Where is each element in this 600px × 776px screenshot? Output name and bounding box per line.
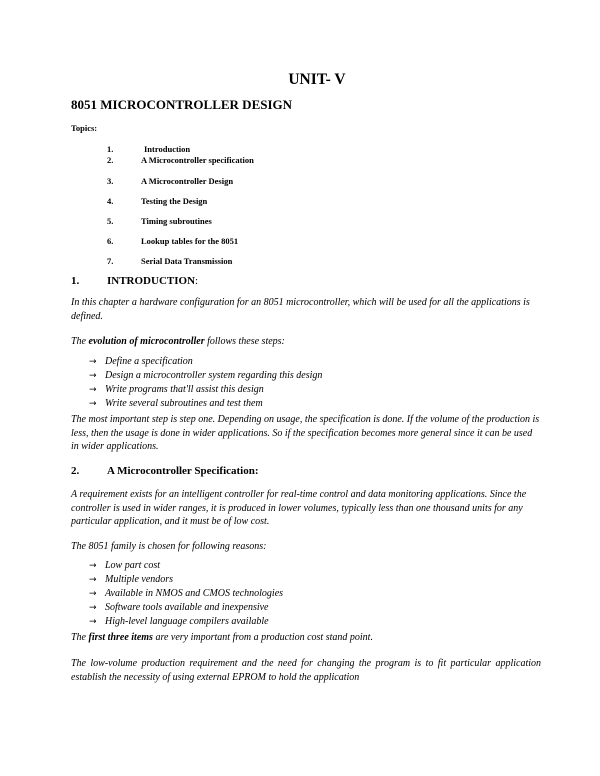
topic-text: Timing subroutines xyxy=(141,216,212,226)
evolution-sentence xyxy=(71,335,541,349)
list-item-text: Write several subroutines and test them xyxy=(105,398,263,409)
topic-text: Testing the Design xyxy=(141,196,208,206)
evolution-bold: evolution of microcontroller xyxy=(88,336,205,347)
arrow-right-icon: → xyxy=(89,371,97,381)
first-prefix: The xyxy=(71,632,89,643)
arrow-right-icon: → xyxy=(89,603,97,613)
topic-number: 5. xyxy=(107,216,114,226)
section-number: 2. xyxy=(71,465,80,477)
topic-text: A Microcontroller Design xyxy=(141,176,234,186)
arrow-right-icon: → xyxy=(89,617,97,627)
section-title-suffix: : xyxy=(195,275,199,287)
topic-number: 4. xyxy=(107,196,114,206)
topic-number: 1. xyxy=(107,144,114,154)
section-1-heading xyxy=(71,275,198,287)
list-item-text: Multiple vendors xyxy=(105,574,174,585)
list-item xyxy=(89,588,283,599)
list-item-text: High-level language compilers available xyxy=(105,616,269,627)
arrow-right-icon: → xyxy=(89,575,97,585)
topics-label: Topics: xyxy=(71,123,98,133)
topic-text: Lookup tables for the 8051 xyxy=(141,236,239,246)
list-item-text: Define a specification xyxy=(105,356,193,367)
section-title: INTRODUCTION xyxy=(107,275,196,287)
topic-text: Introduction xyxy=(144,144,191,154)
step-importance-paragraph: The most important step is step one. Depending on usage, the specification is done. If the volume of the production is less, then the usage is done in wider applications. So if the specification becomes more general since it can be used in wider applications. xyxy=(71,414,540,453)
requirement-paragraph: A requirement exists for an intelligent controller for real-time control and data monitoring applications. Since the controller is used in wider ranges, it is produced in lower volumes, typically less than one thousand units for any particular application, and it must be of low cost. xyxy=(71,489,527,528)
list-item xyxy=(89,574,173,585)
evolution-suffix: follows these steps: xyxy=(204,336,285,347)
list-item-text: Write programs that'll assist this design xyxy=(105,384,264,395)
list-item xyxy=(89,616,269,627)
family-reasons-intro: The 8051 family is chosen for following reasons: xyxy=(71,541,267,552)
section-number: 1. xyxy=(71,275,80,287)
list-item xyxy=(89,370,322,381)
low-volume-paragraph: The low-volume production requirement and the need for changing the program is to fit particular application establish the necessity of using external EPROM to hold the application xyxy=(71,658,541,683)
topic-number: 3. xyxy=(107,176,114,186)
list-item-text: Low part cost xyxy=(105,560,161,571)
topic-number: 6. xyxy=(107,236,114,246)
first-suffix: are very important from a production cost stand point. xyxy=(152,632,373,643)
arrow-right-icon: → xyxy=(89,357,97,367)
topic-number: 2. xyxy=(107,155,114,165)
evolution-prefix: The xyxy=(71,336,89,347)
topic-text: A Microcontroller specification xyxy=(141,155,254,165)
arrow-right-icon: → xyxy=(89,399,97,409)
arrow-right-icon: → xyxy=(89,589,97,599)
list-item xyxy=(89,560,160,571)
chapter-title: 8051 MICROCONTROLLER DESIGN xyxy=(71,97,293,112)
section-2-heading xyxy=(71,465,259,477)
list-item xyxy=(89,602,269,613)
topic-number: 7. xyxy=(107,256,114,266)
topic-text: Serial Data Transmission xyxy=(141,256,233,266)
list-item xyxy=(89,356,193,367)
list-item-text: Available in NMOS and CMOS technologies xyxy=(105,588,284,599)
list-item xyxy=(89,398,263,409)
list-item-text: Design a microcontroller system regarding this design xyxy=(105,370,323,381)
arrow-right-icon: → xyxy=(89,561,97,571)
arrow-right-icon: → xyxy=(89,385,97,395)
list-item-text: Software tools available and inexpensive xyxy=(105,602,269,613)
list-item xyxy=(89,384,264,395)
first-three-items-sentence xyxy=(71,631,541,645)
first-bold: first three items xyxy=(88,632,153,643)
intro-paragraph: In this chapter a hardware configuration for an 8051 microcontroller, which will be used for all the applications is defined. xyxy=(71,297,530,322)
section-title: A Microcontroller Specification: xyxy=(107,465,259,477)
unit-title: UNIT- V xyxy=(288,71,346,88)
